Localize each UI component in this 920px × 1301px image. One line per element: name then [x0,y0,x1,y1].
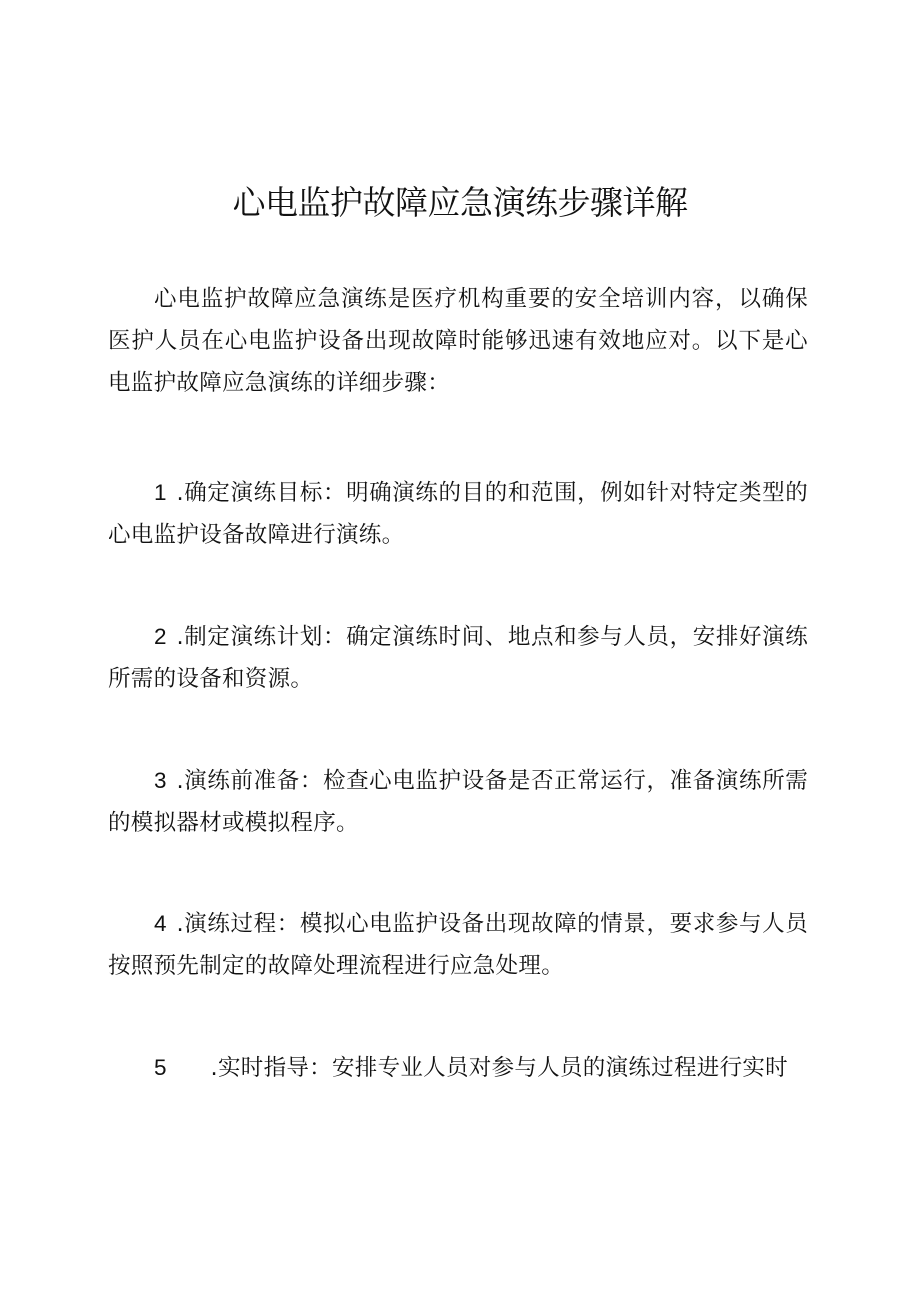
step-item-4 [108,903,808,987]
step-number: 2 [154,624,167,649]
step-text: .确定演练目标：明确演练的目的和范围，例如针对特定类型的心电监护设备故障进行演练。 [108,480,808,548]
step-item-1 [108,472,808,556]
intro-paragraph: 心电监护故障应急演练是医疗机构重要的安全培训内容，以确保医护人员在心电监护设备出现故障时能够迅速有效地应对。以下是心电监护故障应急演练的详细步骤： [108,286,808,396]
step-text: .制定演练计划：确定演练时间、地点和参与人员，安排好演练所需的设备和资源。 [108,624,808,692]
document-title: 心电监护故障应急演练步骤详解 [232,183,688,222]
step-number: 4 [154,911,167,936]
step-text: .演练前准备：检查心电监护设备是否正常运行，准备演练所需的模拟器材或模拟程序。 [108,768,808,836]
step-item-5 [108,1047,808,1089]
step-number: 1 [154,480,167,505]
step-text: .演练过程：模拟心电监护设备出现故障的情景，要求参与人员按照预先制定的故障处理流程进行应急处理。 [108,911,808,979]
step-number: 5 [154,1055,167,1080]
step-item-3 [108,760,808,844]
step-number: 3 [154,768,167,793]
step-text: .实时指导：安排专业人员对参与人员的演练过程进行实时 [210,1055,788,1081]
step-item-2 [108,616,808,700]
